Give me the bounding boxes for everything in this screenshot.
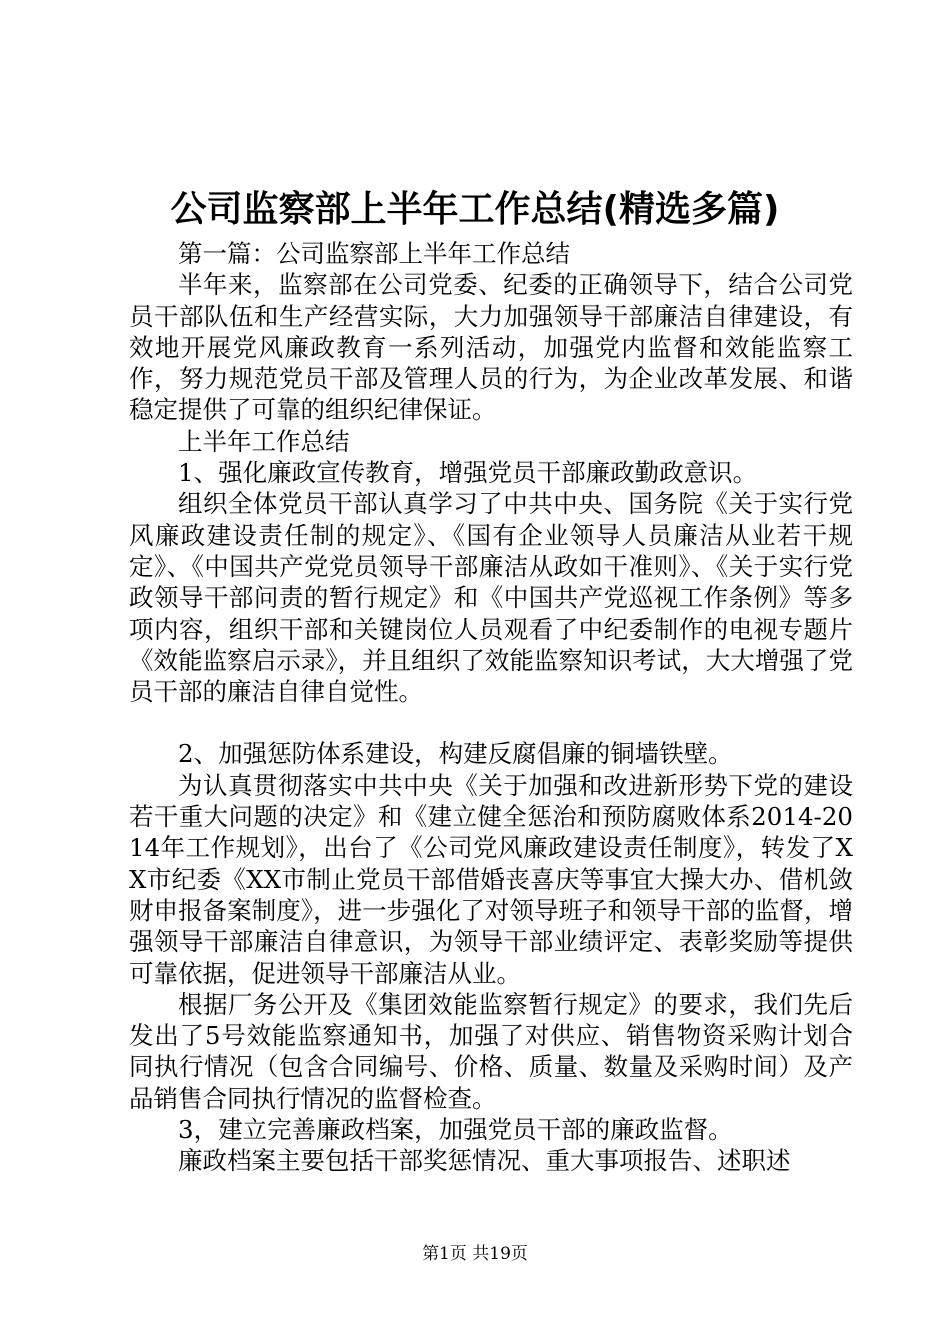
page-footer: 第1页 共19页 <box>422 1244 528 1264</box>
document-title: 公司监察部上半年工作总结(精选多篇) <box>170 189 780 230</box>
document-body <box>129 238 853 1177</box>
body-paragraph: 根据厂务公开及《集团效能监察暂行规定》的要求，我们先后发出了5号效能监察通知书，加强了对供应、销售物资采购计划合同执行情况（包含合同编号、价格、质量、数量及采购时间）及产品销售合同执行情况的监督检查。 <box>129 989 853 1113</box>
blank-line <box>129 707 853 738</box>
body-paragraph: 为认真贯彻落实中共中央《关于加强和改进新形势下党的建设若干重大问题的决定》和《建立健全惩治和预防腐败体系2014-2014年工作规划》，出台了《公司党风廉政建设责任制度》，转发了XX市纪委《XX市制止党员干部借婚丧喜庆等事宜大操大办、借机敛财申报备案制度》，进一步强化了对领导班子和领导干部的监督，增强领导干部廉洁自律意识，为领导干部业绩评定、表彰奖励等提供可靠依据，促进领导干部廉洁从业。 <box>129 770 853 988</box>
section-heading: 第一篇：公司监察部上半年工作总结 <box>178 239 570 268</box>
body-paragraph: 组织全体党员干部认真学习了中共中央、国务院《关于实行党风廉政建设责任制的规定》、《国有企业领导人员廉洁从业若干规定》、《中国共产党党员领导干部廉洁从政如干准则》、《关于实行党政领导干部问责的暂行规定》和《中国共产党巡视工作条例》等多项内容，组织干部和关键岗位人员观看了中纪委制作的电视专题片《效能监察启示录》，并且组织了效能监察知识考试，大大增强了党员干部的廉洁自律自觉性。 <box>129 489 853 707</box>
numbered-heading: 3，建立完善廉政档案，加强党员干部的廉政监督。 <box>178 1115 733 1145</box>
numbered-heading: 1、强化廉政宣传教育，增强党员干部廉政勤政意识。 <box>178 458 758 488</box>
body-paragraph: 廉政档案主要包括干部奖惩情况、重大事项报告、述职述 <box>178 1146 791 1176</box>
numbered-heading: 2、加强惩防体系建设，构建反腐倡廉的铜墙铁壁。 <box>178 739 733 769</box>
body-paragraph: 半年来，监察部在公司党委、纪委的正确领导下，结合公司党员干部队伍和生产经营实际，大力加强领导干部廉洁自律建设，有效地开展党风廉政教育一系列活动，加强党内监督和效能监察工作，努力规范党员干部及管理人员的行为，为企业改革发展、和谐稳定提供了可靠的组织纪律保证。 <box>129 270 853 425</box>
section-subheading: 上半年工作总结 <box>178 426 350 456</box>
